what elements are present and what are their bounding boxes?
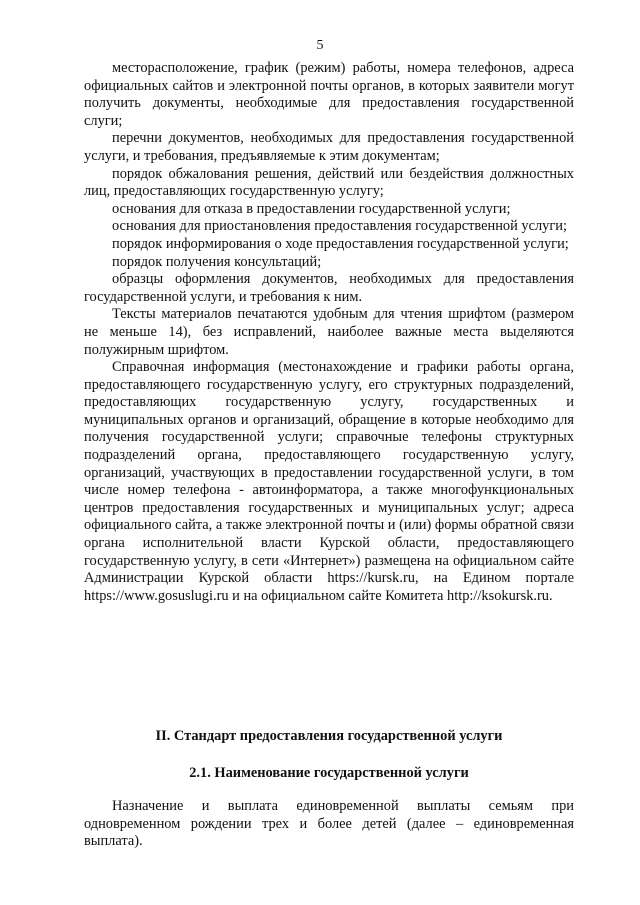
paragraph: Тексты материалов печатаются удобным для чтения шрифтом (размером не меньше 14), без исправлений, наиболее важные места выделяются полужирным шрифтом.: [84, 306, 574, 358]
page-number: 5: [316, 38, 324, 53]
paragraph: порядок обжалования решения, действий или бездействия должностных лиц, предоставляющих государственную услугу;: [84, 165, 574, 200]
paragraph: основания для отказа в предоставлении государственной услуги;: [112, 200, 511, 217]
paragraph: месторасположение, график (режим) работы, номера телефонов, адреса официальных сайтов и электронной почты органов, в которых заявители могут получить документы, необходимые для предоставления государственной слуги;: [84, 60, 574, 129]
paragraph: порядок получения консультаций;: [112, 253, 322, 270]
paragraph: образцы оформления документов, необходимых для предоставления государственной услуги, и требования к ним.: [84, 271, 574, 305]
section-heading: II. Стандарт предоставления государственной услуги: [155, 728, 503, 744]
subsection-body: [84, 798, 574, 851]
subsection-heading: 2.1. Наименование государственной услуги: [189, 765, 469, 781]
paragraph: Назначение и выплата единовременной выплаты семьям при одновременном рождении трех и более детей (далее – единовременная выплата).: [84, 798, 574, 850]
paragraph: перечни документов, необходимых для предоставления государственной услуги, и требования, предъявляемые к этим документам;: [84, 130, 574, 164]
body-text: [84, 60, 574, 605]
paragraph: порядок информирования о ходе предоставления государственной услуги;: [112, 235, 569, 252]
paragraph: Справочная информация (местонахождение и графики работы органа, предоставляющего государственную услугу, его структурных подразделений, предоставляющих государственную услугу, государственных и муниципальных органов и организаций, обращение в которые необходимо для получения государственной услуги; справочные телефоны структурных подразделений органа, предоставляющего государственную услугу, организаций, участвующих в предоставлении государственной услуги, в том числе номер телефона - автоинформатора, а также многофункциональных центров предоставления государственных и муниципальных услуг; адреса официального сайта, а также электронной почты и (или) формы обратной связи органа исполнительной власти Курской области, предоставляющего государственную услугу, в сети «Интернет») размещена на официальном сайте Администрации Курской области https://kursk.ru, на Едином портале https://www.gosuslugi.ru и на официальном сайте Комитета http://ksokursk.ru.: [84, 359, 574, 604]
paragraph: основания для приостановления предоставления государственной услуги;: [112, 218, 567, 235]
